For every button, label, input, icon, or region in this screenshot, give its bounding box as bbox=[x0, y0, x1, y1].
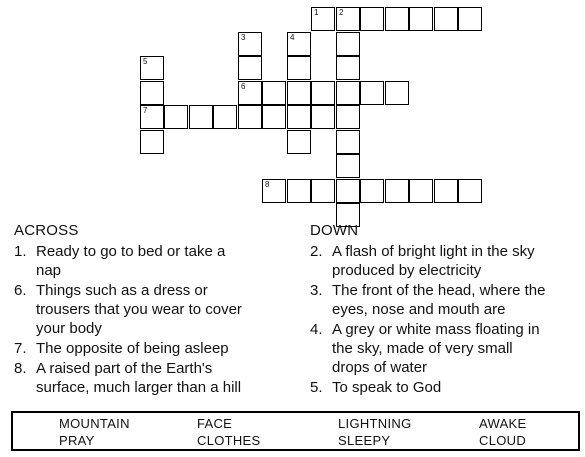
crossword-cell[interactable] bbox=[336, 56, 360, 80]
clue-line: A grey or white mass floating in bbox=[332, 321, 540, 338]
crossword-cell[interactable] bbox=[336, 130, 360, 154]
crossword-cell[interactable] bbox=[360, 179, 384, 203]
crossword-cell[interactable] bbox=[434, 7, 458, 31]
clue-number: 3. bbox=[310, 282, 323, 299]
crossword-cell[interactable] bbox=[238, 105, 262, 129]
clue-line: A raised part of the Earth's bbox=[36, 360, 213, 377]
crossword-cell[interactable] bbox=[287, 130, 311, 154]
clue-number: 7 bbox=[143, 106, 148, 115]
crossword-cell[interactable] bbox=[140, 130, 164, 154]
word-bank-word: CLOTHES bbox=[197, 433, 261, 448]
word-bank bbox=[11, 411, 580, 451]
clue-line: Things such as a dress or bbox=[36, 282, 208, 299]
word-bank-word: MOUNTAIN bbox=[59, 416, 130, 431]
crossword-cell[interactable] bbox=[385, 81, 409, 105]
word-bank-word: SLEEPY bbox=[338, 433, 391, 448]
crossword-cell[interactable] bbox=[311, 81, 335, 105]
word-bank-word: FACE bbox=[197, 416, 233, 431]
clue-text bbox=[332, 281, 582, 319]
down-clue bbox=[310, 320, 582, 377]
crossword-cell[interactable] bbox=[287, 105, 311, 129]
crossword-cell[interactable] bbox=[385, 179, 409, 203]
clue-number: 1 bbox=[314, 8, 319, 17]
crossword-cell[interactable] bbox=[262, 179, 286, 203]
clue-text bbox=[36, 242, 304, 280]
crossword-cell[interactable] bbox=[458, 179, 482, 203]
crossword-grid bbox=[0, 0, 585, 210]
clue-number: 4. bbox=[310, 321, 323, 338]
crossword-cell[interactable] bbox=[311, 7, 335, 31]
clue-line: your body bbox=[36, 320, 102, 337]
clue-number: 1. bbox=[14, 243, 27, 260]
crossword-cell[interactable] bbox=[409, 179, 433, 203]
clue-number: 2 bbox=[339, 8, 344, 17]
crossword-cell[interactable] bbox=[311, 179, 335, 203]
down-heading: DOWN bbox=[310, 222, 359, 239]
crossword-cell[interactable] bbox=[360, 81, 384, 105]
crossword-cell[interactable] bbox=[287, 81, 311, 105]
crossword-cell[interactable] bbox=[336, 7, 360, 31]
crossword-cell[interactable] bbox=[311, 105, 335, 129]
clue-line: The opposite of being asleep bbox=[36, 340, 229, 357]
across-clue bbox=[14, 281, 304, 338]
clue-number: 3 bbox=[241, 33, 246, 42]
across-heading: ACROSS bbox=[14, 222, 79, 239]
crossword-cell[interactable] bbox=[262, 105, 286, 129]
clue-line: the sky, made of very small bbox=[332, 340, 513, 357]
down-clue bbox=[310, 378, 582, 397]
word-bank-word: LIGHTNING bbox=[338, 416, 412, 431]
down-clue bbox=[310, 281, 582, 319]
down-clue bbox=[310, 242, 582, 280]
clue-text bbox=[332, 320, 582, 377]
crossword-cell[interactable] bbox=[238, 56, 262, 80]
word-bank-word: PRAY bbox=[59, 433, 95, 448]
clue-number: 6. bbox=[14, 282, 27, 299]
clue-line: To speak to God bbox=[332, 379, 442, 396]
crossword-cell[interactable] bbox=[434, 179, 458, 203]
word-bank-word: AWAKE bbox=[479, 416, 527, 431]
clue-text bbox=[36, 281, 304, 338]
crossword-cell[interactable] bbox=[164, 105, 188, 129]
clue-number: 8 bbox=[265, 180, 270, 189]
clue-text bbox=[36, 339, 304, 358]
crossword-cell[interactable] bbox=[409, 7, 433, 31]
crossword-cell[interactable] bbox=[385, 7, 409, 31]
crossword-cell[interactable] bbox=[458, 7, 482, 31]
crossword-cell[interactable] bbox=[336, 179, 360, 203]
crossword-cell[interactable] bbox=[336, 105, 360, 129]
clue-line: produced by electricity bbox=[332, 262, 482, 279]
crossword-cell[interactable] bbox=[287, 32, 311, 56]
crossword-cell[interactable] bbox=[140, 81, 164, 105]
clue-number: 4 bbox=[290, 33, 295, 42]
crossword-cell[interactable] bbox=[262, 81, 286, 105]
clue-number: 6 bbox=[241, 82, 246, 91]
crossword-cell[interactable] bbox=[140, 56, 164, 80]
clue-line: The front of the head, where the bbox=[332, 282, 546, 299]
crossword-cell[interactable] bbox=[238, 32, 262, 56]
down-clue-list bbox=[310, 242, 582, 397]
crossword-cell[interactable] bbox=[360, 7, 384, 31]
clue-line: surface, much larger than a hill bbox=[36, 379, 242, 396]
crossword-cell[interactable] bbox=[287, 56, 311, 80]
clue-line: drops of water bbox=[332, 359, 428, 376]
clue-number: 2. bbox=[310, 243, 323, 260]
clue-text bbox=[332, 378, 582, 397]
crossword-cell[interactable] bbox=[336, 154, 360, 178]
clue-number: 5. bbox=[310, 379, 323, 396]
down-clues bbox=[310, 221, 582, 398]
crossword-cell[interactable] bbox=[336, 81, 360, 105]
crossword-cell[interactable] bbox=[336, 32, 360, 56]
crossword-cell[interactable] bbox=[287, 179, 311, 203]
clue-text bbox=[36, 359, 304, 397]
clue-line: A flash of bright light in the sky bbox=[332, 243, 535, 260]
crossword-cell[interactable] bbox=[189, 105, 213, 129]
clue-line: eyes, nose and mouth are bbox=[332, 301, 506, 318]
clue-number: 5 bbox=[143, 57, 148, 66]
clue-text bbox=[332, 242, 582, 280]
clue-line: nap bbox=[36, 262, 62, 279]
crossword-cell[interactable] bbox=[213, 105, 237, 129]
across-clue bbox=[14, 359, 304, 397]
across-clue bbox=[14, 242, 304, 280]
crossword-cell[interactable] bbox=[238, 81, 262, 105]
clue-number: 7. bbox=[14, 340, 27, 357]
across-clue bbox=[14, 339, 304, 358]
across-clues bbox=[14, 221, 304, 398]
word-bank-word: CLOUD bbox=[479, 433, 527, 448]
clue-number: 8. bbox=[14, 360, 27, 377]
clue-line: trousers that you wear to cover bbox=[36, 301, 242, 318]
clue-line: Ready to go to bed or take a bbox=[36, 243, 226, 260]
crossword-cell[interactable] bbox=[140, 105, 164, 129]
across-clue-list bbox=[14, 242, 304, 397]
